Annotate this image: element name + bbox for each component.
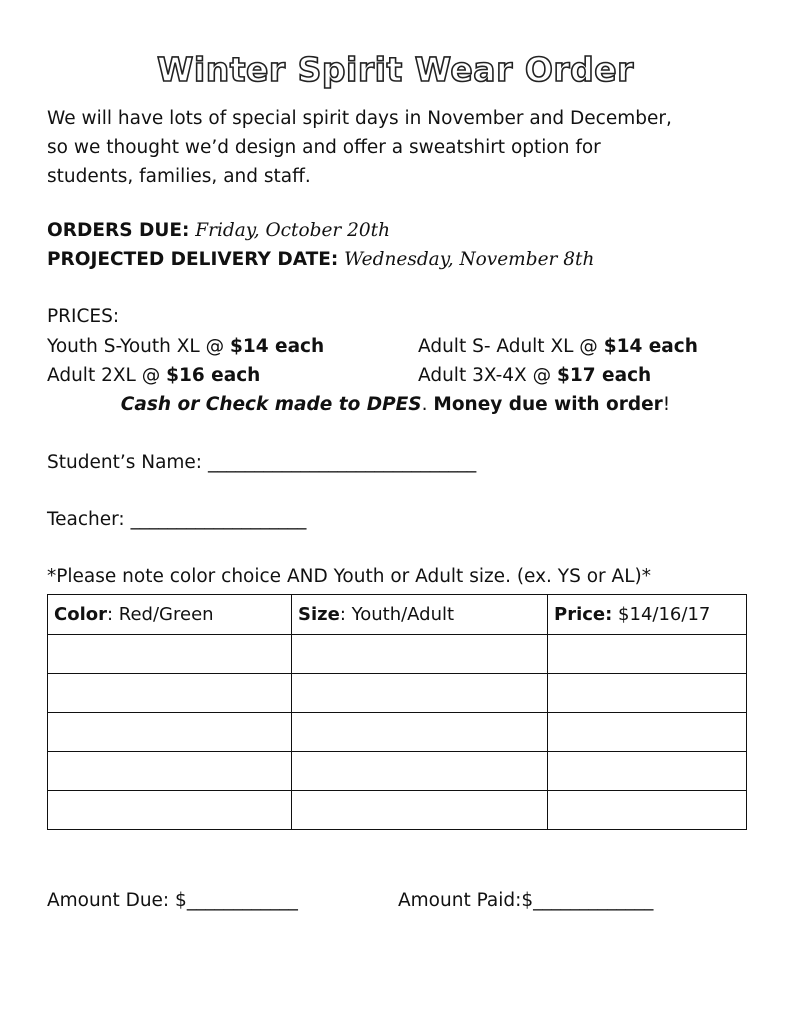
price-column-header xyxy=(548,595,747,635)
price-item xyxy=(418,365,651,386)
price-item-price: $14 each xyxy=(603,336,698,357)
price-item xyxy=(47,365,260,386)
amount-due-label: Amount Due: $ xyxy=(47,890,187,911)
header-text: : Youth/Adult xyxy=(339,604,455,625)
delivery-date-label: PROJECTED DELIVERY DATE: xyxy=(47,249,339,270)
student-name-blank[interactable]: _____________________________ xyxy=(207,452,477,473)
page-title: Winter Spirit Wear Order xyxy=(157,50,634,89)
payment-due-note: Money due with order xyxy=(433,394,663,415)
price-item xyxy=(418,336,698,357)
teacher-blank[interactable]: ___________________ xyxy=(130,509,307,530)
payment-exclaim: ! xyxy=(662,394,671,415)
price-cell[interactable] xyxy=(548,674,747,713)
intro-paragraph xyxy=(47,104,747,191)
payment-instructions xyxy=(0,394,791,415)
table-row xyxy=(48,713,747,752)
price-item-size: Adult 2XL @ xyxy=(47,365,161,386)
table-row xyxy=(48,674,747,713)
header-bold: Size xyxy=(298,604,340,625)
price-cell[interactable] xyxy=(548,791,747,830)
price-cell[interactable] xyxy=(548,635,747,674)
table-row xyxy=(48,635,747,674)
teacher-label: Teacher: xyxy=(47,509,125,530)
price-item-price: $17 each xyxy=(557,365,652,386)
student-name-label: Student’s Name: xyxy=(47,452,203,473)
color-cell[interactable] xyxy=(48,635,292,674)
price-cell[interactable] xyxy=(548,752,747,791)
table-row xyxy=(48,791,747,830)
amount-due-blank[interactable]: ____________ xyxy=(186,890,298,911)
intro-line: We will have lots of special spirit days in November and December, xyxy=(47,108,672,129)
amount-paid-label: Amount Paid:$ xyxy=(398,890,534,911)
header-text: : Red/Green xyxy=(107,604,214,625)
color-column-header xyxy=(48,595,292,635)
size-cell[interactable] xyxy=(292,791,548,830)
orders-due-value: Friday, October 20th xyxy=(195,220,391,241)
size-cell[interactable] xyxy=(292,752,548,791)
price-cell[interactable] xyxy=(548,713,747,752)
orders-due-line xyxy=(47,220,390,241)
payment-dot: . xyxy=(421,394,428,415)
intro-line: students, families, and staff. xyxy=(47,166,311,187)
orders-due-label: ORDERS DUE: xyxy=(47,220,190,241)
color-cell[interactable] xyxy=(48,674,292,713)
price-item-size: Adult S- Adult XL @ xyxy=(418,336,598,357)
size-cell[interactable] xyxy=(292,674,548,713)
price-item-price: $14 each xyxy=(229,336,325,357)
teacher-field[interactable] xyxy=(47,509,306,530)
price-item xyxy=(47,336,324,357)
student-name-field[interactable] xyxy=(47,452,476,473)
amount-paid-blank[interactable]: _____________ xyxy=(533,890,654,911)
color-cell[interactable] xyxy=(48,713,292,752)
size-cell[interactable] xyxy=(292,635,548,674)
table-row xyxy=(48,752,747,791)
size-cell[interactable] xyxy=(292,713,548,752)
price-item-price: $16 each xyxy=(166,365,261,386)
color-cell[interactable] xyxy=(48,752,292,791)
prices-heading: PRICES: xyxy=(47,306,120,327)
delivery-date-line xyxy=(47,249,594,270)
price-item-size: Adult 3X-4X @ xyxy=(418,365,552,386)
size-column-header xyxy=(292,595,548,635)
color-cell[interactable] xyxy=(48,791,292,830)
header-bold: Price: xyxy=(554,604,613,625)
header-bold: Color xyxy=(54,604,107,625)
amount-paid-field[interactable] xyxy=(398,890,653,911)
header-text: $14/16/17 xyxy=(612,604,711,625)
amount-due-field[interactable] xyxy=(47,890,298,911)
payment-method: Cash or Check made to DPES xyxy=(120,394,422,415)
table-header-row xyxy=(48,595,747,635)
order-table xyxy=(47,594,747,830)
intro-line: so we thought we’d design and offer a sweatshirt option for xyxy=(47,137,601,158)
delivery-date-value: Wednesday, November 8th xyxy=(344,249,595,270)
price-item-size: Youth S-Youth XL @ xyxy=(47,336,225,357)
size-note: *Please note color choice AND Youth or Adult size. (ex. YS or AL)* xyxy=(47,566,651,587)
